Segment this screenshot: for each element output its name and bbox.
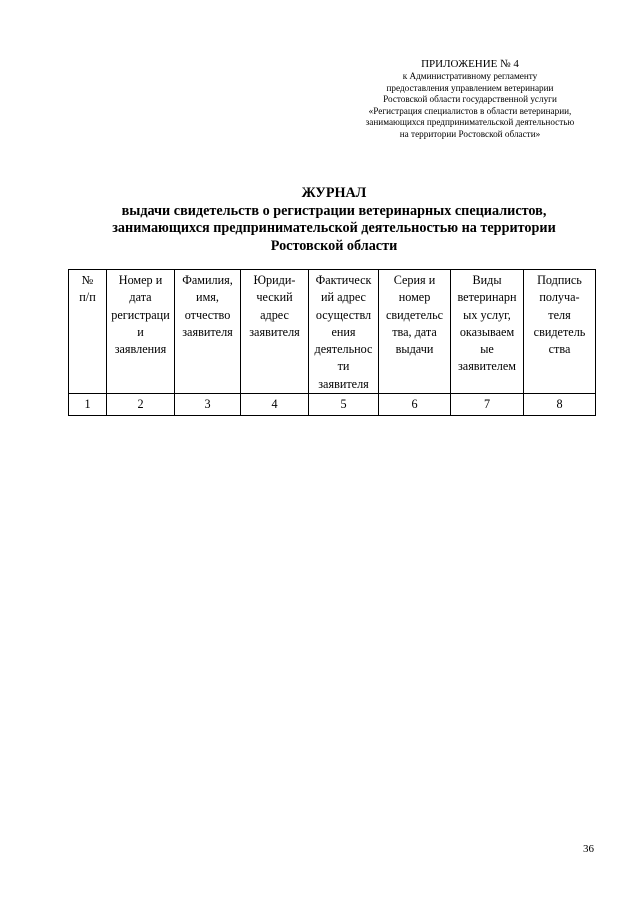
appendix-line: «Регистрация специалистов в области ветеринарии, bbox=[368, 105, 572, 116]
column-number-cell: 6 bbox=[379, 394, 451, 416]
register-table bbox=[68, 269, 596, 416]
header-line: отчество bbox=[184, 307, 231, 322]
column-number-cell: 3 bbox=[175, 394, 241, 416]
column-number-cell: 7 bbox=[451, 394, 524, 416]
column-number-row bbox=[69, 394, 596, 416]
header-line: ения bbox=[331, 324, 356, 339]
header-line: деятельнос bbox=[314, 342, 373, 357]
appendix-title: ПРИЛОЖЕНИЕ № 4 bbox=[421, 58, 519, 70]
journal-header bbox=[60, 185, 608, 255]
header-line: свидетель bbox=[533, 324, 586, 339]
header-line: Серия и bbox=[393, 273, 436, 287]
column-number-cell: 8 bbox=[524, 394, 596, 416]
header-line: получа- bbox=[539, 290, 580, 305]
header-line: регистраци bbox=[111, 307, 170, 322]
header-line: № bbox=[81, 273, 94, 287]
appendix-line: занимающихся предпринимательской деятельностью bbox=[365, 117, 575, 127]
header-line: заявителя bbox=[182, 324, 233, 339]
column-number-cell: 5 bbox=[309, 394, 379, 416]
appendix-block bbox=[330, 58, 610, 140]
column-number-cell: 4 bbox=[241, 394, 309, 416]
header-line: ства bbox=[548, 342, 571, 357]
header-line: тва, дата bbox=[392, 324, 437, 339]
header-cell-certificate bbox=[379, 270, 451, 394]
appendix-line: предоставления управлением ветеринарии bbox=[386, 82, 554, 93]
header-line: ти bbox=[337, 359, 350, 374]
journal-subtitle-line: занимающихся предпринимательской деятельностью на территории bbox=[112, 220, 556, 236]
header-row bbox=[69, 270, 596, 394]
header-line: п/п bbox=[79, 290, 96, 305]
column-number-cell: 2 bbox=[107, 394, 175, 416]
header-cell-legal-address bbox=[241, 270, 309, 394]
appendix-line: к Административному регламенту bbox=[402, 71, 538, 81]
header-line: теля bbox=[548, 307, 571, 322]
header-cell-signature bbox=[524, 270, 596, 394]
header-line: Подпись bbox=[537, 273, 582, 287]
header-line: ые bbox=[480, 342, 494, 357]
header-line: ветеринарн bbox=[457, 290, 517, 305]
header-line: Виды bbox=[472, 273, 502, 287]
header-cell-registration bbox=[107, 270, 175, 394]
header-cell-full-name bbox=[175, 270, 241, 394]
header-line: осуществл bbox=[315, 307, 372, 322]
header-line: ческий bbox=[256, 290, 293, 305]
header-cell-actual-address bbox=[309, 270, 379, 394]
header-line: ых услуг, bbox=[463, 307, 511, 322]
header-line: заявителя bbox=[318, 376, 369, 391]
journal-subtitle-line: Ростовской области bbox=[270, 237, 398, 254]
journal-subtitle-line: выдачи свидетельств о регистрации ветеринарных специалистов, bbox=[121, 202, 547, 219]
header-line: оказываем bbox=[459, 324, 515, 339]
header-line: Юриди- bbox=[253, 273, 296, 287]
header-line: адрес bbox=[260, 307, 289, 322]
column-number-cell: 1 bbox=[69, 394, 107, 416]
header-line: Номер и bbox=[118, 273, 163, 287]
appendix-line: Ростовской области государственной услуги bbox=[383, 94, 557, 104]
appendix-line: на территории Ростовской области» bbox=[399, 128, 541, 139]
header-line: номер bbox=[398, 290, 431, 305]
header-line: свидетельс bbox=[385, 307, 444, 322]
header-line: заявителем bbox=[457, 359, 517, 374]
header-line: заявителя bbox=[249, 324, 300, 339]
header-line: заявления bbox=[114, 342, 167, 357]
header-line: и bbox=[137, 324, 144, 339]
journal-title: ЖУРНАЛ bbox=[301, 185, 367, 201]
header-line: Фактическ bbox=[315, 273, 372, 287]
header-cell-number bbox=[69, 270, 107, 394]
header-line: выдачи bbox=[395, 342, 434, 357]
header-line: имя, bbox=[196, 290, 219, 305]
header-line: ий адрес bbox=[321, 290, 366, 305]
header-line: дата bbox=[129, 290, 152, 305]
header-cell-services bbox=[451, 270, 524, 394]
page-number: 36 bbox=[583, 843, 594, 855]
header-line: Фамилия, bbox=[182, 273, 233, 287]
